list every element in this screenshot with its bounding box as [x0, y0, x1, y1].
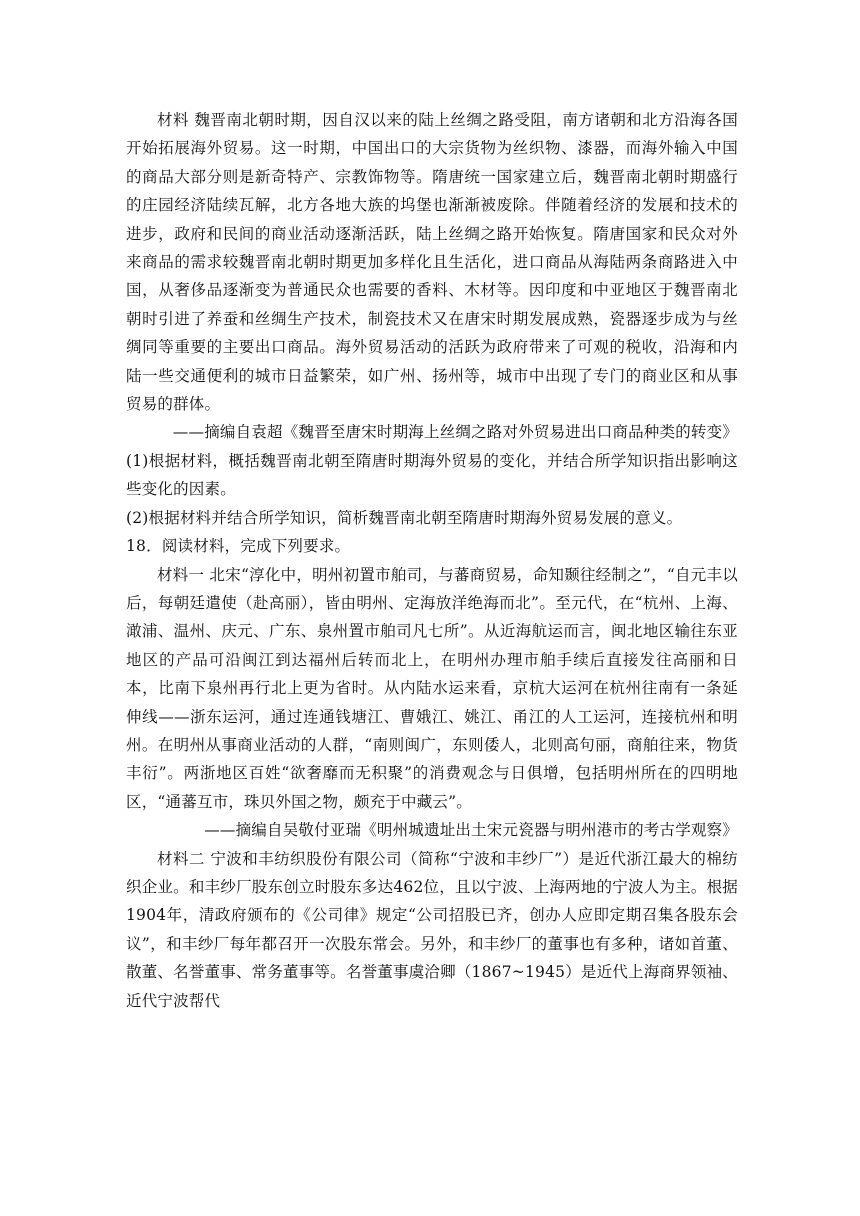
question-18-heading: 18．阅读材料，完成下列要求。	[126, 537, 351, 556]
question-17-1: (1)根据材料，概括魏晋南北朝至隋唐时期海外贸易的变化，并结合所学知识指出影响这些变化的因素。	[126, 451, 738, 499]
material-17-paragraph: 材料 魏晋南北朝时期，因自汉以来的陆上丝绸之路受阻，南方诸朝和北方沿海各国开始拓展海外贸易。这一时期，中国出口的大宗货物为丝织物、漆器，而海外输入中国的商品大部分则是新奇特产、宗教饰物等。隋唐统一国家建立后，魏晋南北朝时期盛行的庄园经济陆续瓦解，北方各地大族的坞堡也渐渐被废除。伴随着经济的发展和技术的进步，政府和民间的商业活动逐渐活跃，陆上丝绸之路开始恢复。隋唐国家和民众对外来商品的需求较魏晋南北朝时期更加多样化且生活化，进口商品从海陆两条商路进入中国，从奢侈品逐渐变为普通民众也需要的香料、木材等。因印度和中亚地区于魏晋南北朝时引进了养蚕和丝绸生产技术，制瓷技术又在唐宋时期发展成熟，瓷器逐步成为与丝绸同等重要的主要出口商品。海外贸易活动的活跃为政府带来了可观的税收，沿海和内陆一些交通便利的城市日益繁荣，如广州、扬州等，城市中出现了专门的商业区和从事贸易的群体。	[126, 111, 738, 414]
question-18-source-1: ——摘编自吴敬付亚瑞《明州城遗址出土宋元瓷器与明州港市的考古学观察》	[204, 821, 738, 840]
question-17-2: (2)根据材料并结合所学知识，简析魏晋南北朝至隋唐时期海外贸易发展的意义。	[126, 508, 683, 527]
question-18-material-1: 材料一 北宋“淳化中，明州初置市舶司，与蕃商贸易，命知颞往经制之”，“自元丰以后，每朝廷遣使（赴高丽），皆由明州、定海放洋绝海而北”。至元代，在“杭州、上海、澉浦、温州、庆元、广东、泉州置市舶司凡七所”。从近海航运而言，闽北地区输往东亚地区的产品可沿闽江到达福州后转而北上，在明州办理市舶手续后直接发往高丽和日本，比南下泉州再行北上更为省时。从内陆水运来看，京杭大运河在杭州往南有一条延伸线——浙东运河，通过连通钱塘江、曹娥江、姚江、甬江的人工运河，连接杭州和明州。在明州从事商业活动的人群，“南则闽广，东则倭人，北则高句丽，商舶往来，物货丰衍”。两浙地区百姓“欲奢靡而无积聚”的消费观念与日俱增，包括明州所在的四明地区，“通蕃互市，珠贝外国之物，颇充于中藏云”。	[126, 565, 738, 811]
document-content	[126, 106, 738, 1015]
material-17-source: ——摘编自袁超《魏晋至唐宋时期海上丝绸之路对外贸易进出口商品种类的转变》	[172, 423, 738, 442]
question-18-material-2: 材料二 宁波和丰纺织股份有限公司（简称“宁波和丰纱厂”）是近代浙江最大的棉纺织企业。和丰纱厂股东创立时股东多达462位，且以宁波、上海两地的宁波人为主。根据1904年，清政府颁布的《公司律》规定“公司招股已齐，创办人应即定期召集各股东会议”，和丰纱厂每年都召开一次股东常会。另外，和丰纱厂的董事也有多种，诸如首董、散董、名誉董事、常务董事等。名誉董事虞洽卿（1867~1945）是近代上海商界领袖、近代宁波帮代	[126, 849, 738, 1010]
